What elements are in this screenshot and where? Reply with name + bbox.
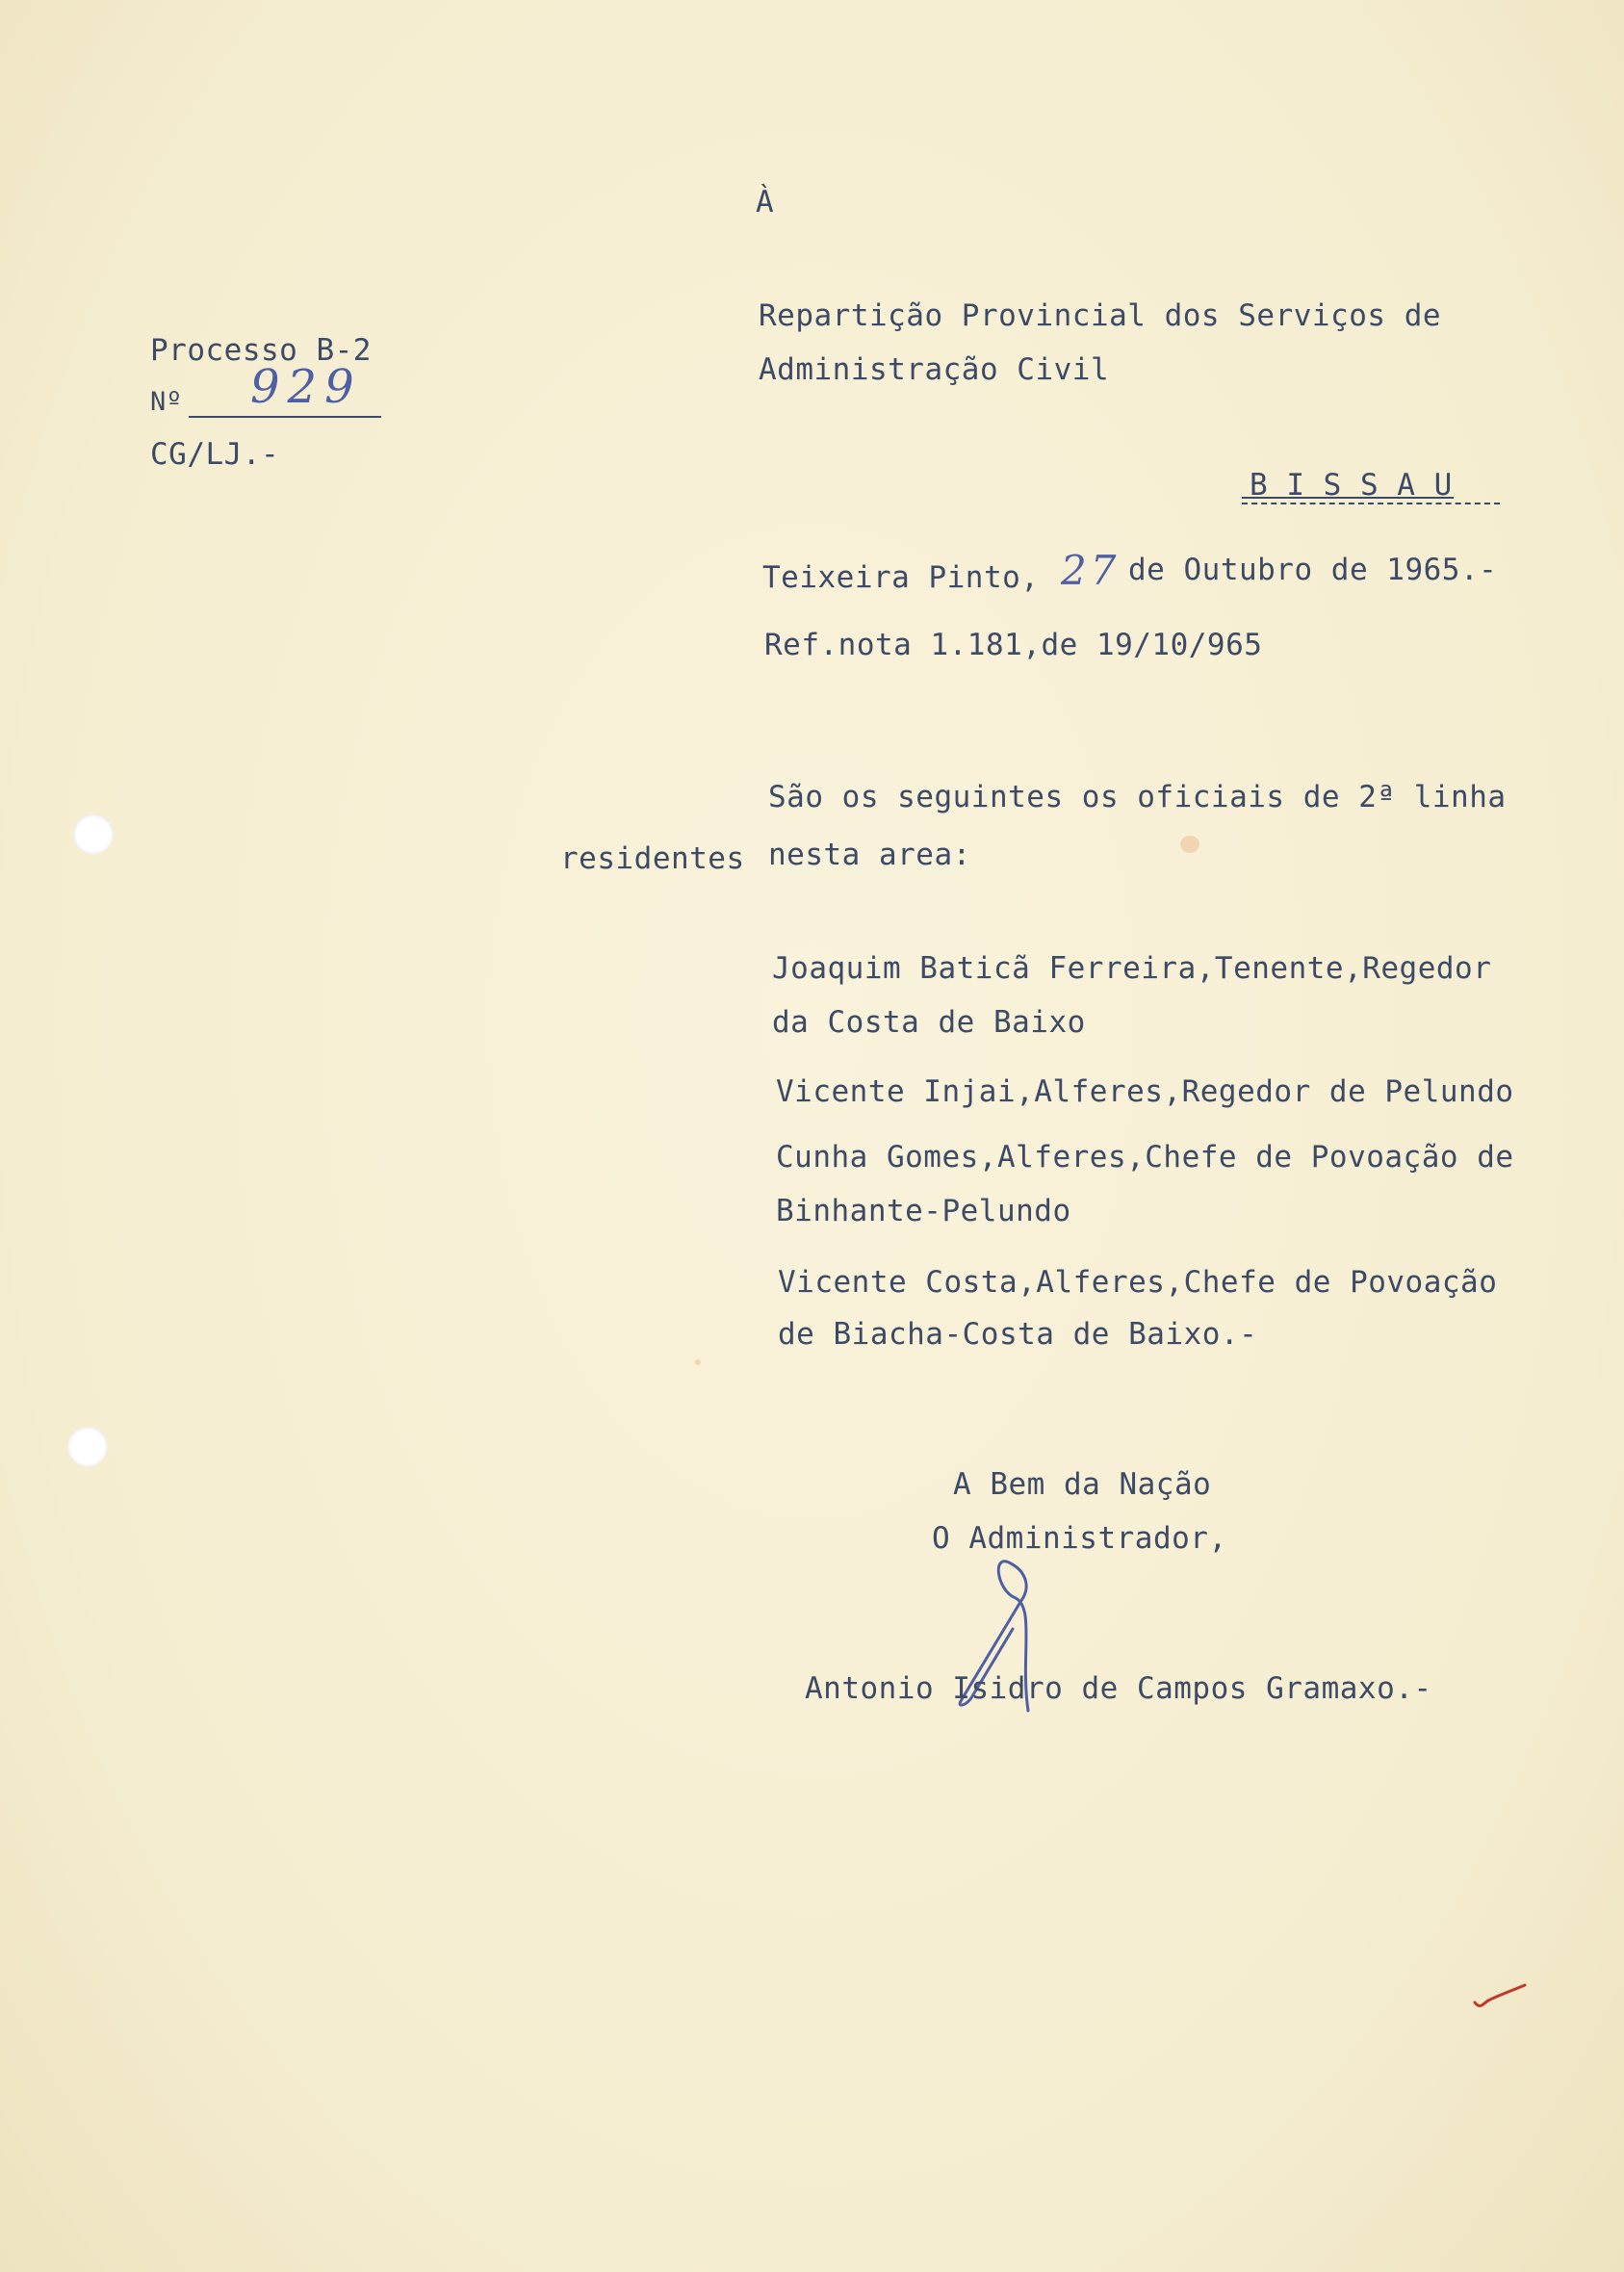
recipient-city: B I S S A U <box>1250 468 1453 503</box>
handwritten-number: 929 <box>250 360 362 414</box>
date-rest: de Outubro de 1965.- <box>1128 553 1498 587</box>
city-underline-dashed <box>1242 503 1500 504</box>
officer-3-line-2: Binhante-Pelundo <box>776 1194 1071 1228</box>
recipient-line-1: Repartição Provincial dos Serviços de <box>759 298 1442 333</box>
reference-code: CG/LJ.- <box>150 437 280 472</box>
body-line-2-prefix: residentes <box>560 841 745 876</box>
body-line-2-rest: nesta area: <box>768 838 971 872</box>
process-label: Processo B-2 <box>150 333 372 368</box>
body-line-1: São os seguintes os oficiais de 2ª linha <box>768 780 1507 814</box>
handwritten-day: 27 <box>1061 547 1121 594</box>
city-underline <box>1242 497 1454 499</box>
signatory-name: Antonio Isidro de Campos Gramaxo.- <box>805 1671 1432 1706</box>
officer-4-line-2: de Biacha-Costa de Baixo.- <box>778 1317 1258 1352</box>
officer-1-line-2: da Costa de Baixo <box>772 1005 1086 1040</box>
number-label: Nº <box>150 387 183 417</box>
punch-hole-top <box>73 814 114 855</box>
officer-2-line-1: Vicente Injai,Alferes,Regedor de Pelundo <box>776 1074 1514 1109</box>
closing-salutation: A Bem da Nação <box>953 1467 1212 1502</box>
paper-stain <box>695 1359 701 1365</box>
date-place: Teixeira Pinto, <box>762 560 1040 595</box>
accent-mark: À <box>756 185 775 219</box>
officer-3-line-1: Cunha Gomes,Alferes,Chefe de Povoação de <box>776 1140 1514 1175</box>
reference-note: Ref.nota 1.181,de 19/10/965 <box>764 628 1263 662</box>
paper-stain <box>1180 836 1199 853</box>
red-check-mark <box>1471 1981 1529 2010</box>
recipient-line-2: Administração Civil <box>759 352 1110 387</box>
officer-4-line-1: Vicente Costa,Alferes,Chefe de Povoação <box>778 1265 1498 1300</box>
officer-1-line-1: Joaquim Baticã Ferreira,Tenente,Regedor <box>772 951 1492 986</box>
punch-hole-bottom <box>67 1427 108 1467</box>
closing-title: O Administrador, <box>932 1521 1227 1556</box>
number-underline <box>189 416 381 418</box>
